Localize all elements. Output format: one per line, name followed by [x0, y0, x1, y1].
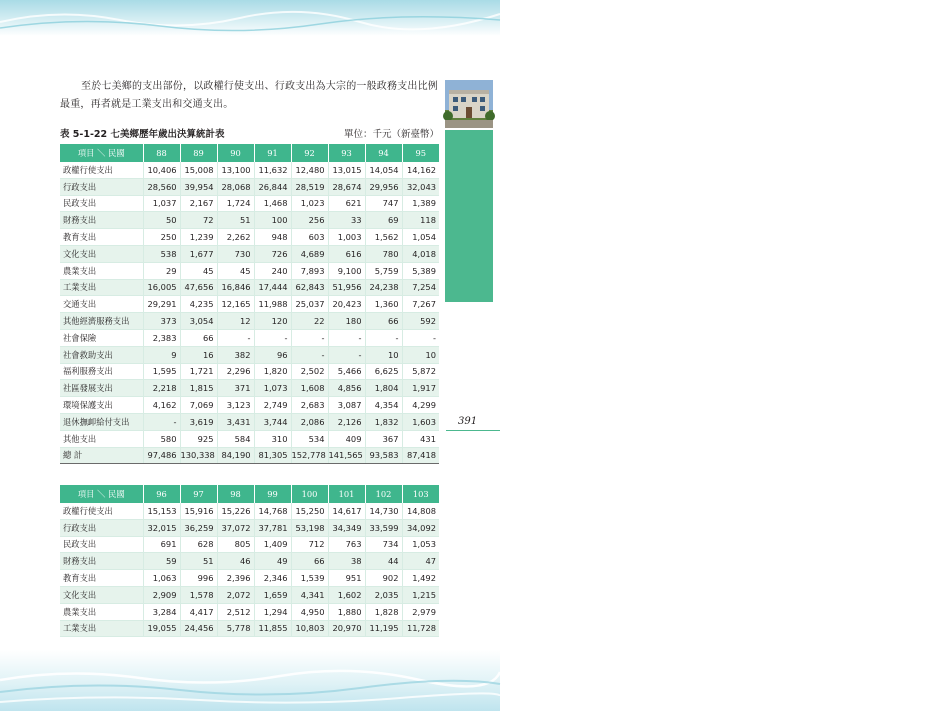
row-label-cell: 文化支出 [60, 586, 143, 603]
row-label-cell: 財務支出 [60, 212, 143, 229]
value-cell: 1,053 [402, 536, 439, 553]
table-row [60, 329, 439, 346]
table-row [60, 430, 439, 447]
table-row [60, 178, 439, 195]
intro-paragraph: 至於七美鄉的支出部份，以政權行使支出、行政支出為大宗的一般政務支出比例最重，再者就是工業支出和交通支出。 [60, 81, 438, 110]
table-row [60, 229, 439, 246]
value-cell: 15,250 [291, 503, 328, 519]
value-cell: 1,539 [291, 570, 328, 587]
table-row [60, 162, 439, 178]
row-label-cell: 其他經濟服務支出 [60, 313, 143, 330]
value-cell: 16,005 [143, 279, 180, 296]
top-wave-ornament [0, 0, 500, 36]
value-cell: - [328, 329, 365, 346]
expenditure-table-88-95 [60, 144, 439, 464]
value-cell: 1,063 [143, 570, 180, 587]
row-label-cell: 行政支出 [60, 178, 143, 195]
value-cell: 19,055 [143, 620, 180, 637]
value-cell: 66 [365, 313, 402, 330]
value-cell: 28,674 [328, 178, 365, 195]
value-cell: 2,086 [291, 413, 328, 430]
value-cell: 14,768 [254, 503, 291, 519]
row-label-cell: 社會救助支出 [60, 346, 143, 363]
value-cell: 902 [365, 570, 402, 587]
table-row [60, 413, 439, 430]
value-cell: 730 [217, 245, 254, 262]
year-header-cell: 91 [254, 144, 291, 162]
value-cell: 46 [217, 553, 254, 570]
value-cell: 11,988 [254, 296, 291, 313]
value-cell: 141,565 [328, 447, 365, 464]
table-row [60, 279, 439, 296]
value-cell: 36,259 [180, 519, 217, 536]
table-row [60, 447, 439, 464]
value-cell: 17,444 [254, 279, 291, 296]
year-header-cell: 97 [180, 485, 217, 503]
value-cell: 51 [217, 212, 254, 229]
value-cell: 14,162 [402, 162, 439, 178]
row-label-cell: 財務支出 [60, 553, 143, 570]
value-cell: 2,072 [217, 586, 254, 603]
value-cell: - [143, 413, 180, 430]
tab-wave-ornament [890, 330, 938, 360]
table-row [60, 296, 439, 313]
table-row [60, 380, 439, 397]
value-cell: 310 [254, 430, 291, 447]
value-cell: 256 [291, 212, 328, 229]
value-cell: 69 [365, 212, 402, 229]
value-cell: 51 [180, 553, 217, 570]
value-cell: 28,068 [217, 178, 254, 195]
value-cell: 7,893 [291, 262, 328, 279]
value-cell: 2,296 [217, 363, 254, 380]
header-label-cell: 項目 ＼ 民國 [60, 144, 143, 162]
value-cell: 3,284 [143, 603, 180, 620]
row-label-cell: 農業支出 [60, 262, 143, 279]
year-header-cell: 98 [217, 485, 254, 503]
value-cell: 2,346 [254, 570, 291, 587]
value-cell: 118 [402, 212, 439, 229]
value-cell: 1,239 [180, 229, 217, 246]
table-header-row [60, 485, 439, 503]
value-cell: 628 [180, 536, 217, 553]
value-cell: 712 [291, 536, 328, 553]
value-cell: 1,360 [365, 296, 402, 313]
value-cell: 29,291 [143, 296, 180, 313]
value-cell: 409 [328, 430, 365, 447]
value-cell: 240 [254, 262, 291, 279]
value-cell: 3,431 [217, 413, 254, 430]
value-cell: 1,054 [402, 229, 439, 246]
value-cell: 621 [328, 195, 365, 212]
value-cell: 4,162 [143, 397, 180, 414]
value-cell: 3,123 [217, 397, 254, 414]
value-cell: 1,677 [180, 245, 217, 262]
value-cell: 11,195 [365, 620, 402, 637]
row-label-cell: 工業支出 [60, 620, 143, 637]
value-cell: - [402, 329, 439, 346]
value-cell: 948 [254, 229, 291, 246]
value-cell: 45 [217, 262, 254, 279]
value-cell: 120 [254, 313, 291, 330]
value-cell: 1,603 [402, 413, 439, 430]
value-cell: 100 [254, 212, 291, 229]
table-row [60, 195, 439, 212]
table-row [60, 313, 439, 330]
value-cell: 3,054 [180, 313, 217, 330]
value-cell: 12 [217, 313, 254, 330]
value-cell: 367 [365, 430, 402, 447]
value-cell: 66 [291, 553, 328, 570]
value-cell: 1,073 [254, 380, 291, 397]
value-cell: - [328, 346, 365, 363]
value-cell: 34,349 [328, 519, 365, 536]
value-cell: - [291, 346, 328, 363]
value-cell: 691 [143, 536, 180, 553]
value-cell: 1,832 [365, 413, 402, 430]
row-label-cell: 民政支出 [60, 536, 143, 553]
value-cell: 87,418 [402, 447, 439, 464]
year-header-cell: 93 [328, 144, 365, 162]
value-cell: 93,583 [365, 447, 402, 464]
value-cell: 1,023 [291, 195, 328, 212]
value-cell: 50 [143, 212, 180, 229]
value-cell: 10 [402, 346, 439, 363]
row-label-cell: 福利服務支出 [60, 363, 143, 380]
value-cell: 1,389 [402, 195, 439, 212]
value-cell: 1,003 [328, 229, 365, 246]
page-number-rule [446, 430, 500, 431]
value-cell: 13,015 [328, 162, 365, 178]
value-cell: 2,396 [217, 570, 254, 587]
value-cell: 373 [143, 313, 180, 330]
value-cell: 5,389 [402, 262, 439, 279]
value-cell: 382 [217, 346, 254, 363]
value-cell: 4,689 [291, 245, 328, 262]
value-cell: 32,043 [402, 178, 439, 195]
value-cell: 1,037 [143, 195, 180, 212]
value-cell: 538 [143, 245, 180, 262]
value-cell: 22 [291, 313, 328, 330]
value-cell: 1,721 [180, 363, 217, 380]
value-cell: 130,338 [180, 447, 217, 464]
value-cell: 1,820 [254, 363, 291, 380]
value-cell: 15,226 [217, 503, 254, 519]
value-cell: 5,466 [328, 363, 365, 380]
value-cell: 3,087 [328, 397, 365, 414]
value-cell: 603 [291, 229, 328, 246]
value-cell: 1,659 [254, 586, 291, 603]
row-label-cell: 農業支出 [60, 603, 143, 620]
value-cell: 951 [328, 570, 365, 587]
table-caption [60, 126, 439, 140]
value-cell: - [291, 329, 328, 346]
table-row [60, 603, 439, 620]
value-cell: 1,294 [254, 603, 291, 620]
table-row [60, 570, 439, 587]
value-cell: 4,950 [291, 603, 328, 620]
bottom-wave-ornament [0, 650, 500, 711]
value-cell: 28,560 [143, 178, 180, 195]
value-cell: 59 [143, 553, 180, 570]
value-cell: 2,749 [254, 397, 291, 414]
value-cell: 97,486 [143, 447, 180, 464]
value-cell: 38 [328, 553, 365, 570]
value-cell: 2,512 [217, 603, 254, 620]
value-cell: 66 [180, 329, 217, 346]
value-cell: - [254, 329, 291, 346]
table-row [60, 397, 439, 414]
value-cell: 14,730 [365, 503, 402, 519]
value-cell: 371 [217, 380, 254, 397]
value-cell: 33 [328, 212, 365, 229]
value-cell: 431 [402, 430, 439, 447]
value-cell: 2,262 [217, 229, 254, 246]
table-row [60, 536, 439, 553]
table-row [60, 519, 439, 536]
year-header-cell: 92 [291, 144, 328, 162]
value-cell: 805 [217, 536, 254, 553]
year-header-cell: 101 [328, 485, 365, 503]
table-row [60, 212, 439, 229]
value-cell: 4,299 [402, 397, 439, 414]
value-cell: 616 [328, 245, 365, 262]
year-header-cell: 102 [365, 485, 402, 503]
value-cell: 4,354 [365, 397, 402, 414]
value-cell: 2,218 [143, 380, 180, 397]
table-row [60, 503, 439, 519]
row-label-cell: 工業支出 [60, 279, 143, 296]
value-cell: 12,480 [291, 162, 328, 178]
value-cell: 152,778 [291, 447, 328, 464]
value-cell: 24,456 [180, 620, 217, 637]
value-cell: 584 [217, 430, 254, 447]
value-cell: 25,037 [291, 296, 328, 313]
row-label-cell: 退休撫卹給付支出 [60, 413, 143, 430]
top-decorative-band [0, 0, 500, 36]
value-cell: 44 [365, 553, 402, 570]
header-label-cell: 項目 ＼ 民國 [60, 485, 143, 503]
value-cell: 7,254 [402, 279, 439, 296]
value-cell: 3,744 [254, 413, 291, 430]
table-row [60, 553, 439, 570]
value-cell: 51,956 [328, 279, 365, 296]
value-cell: 10 [365, 346, 402, 363]
value-cell: 11,632 [254, 162, 291, 178]
value-cell: 32,015 [143, 519, 180, 536]
value-cell: 16,846 [217, 279, 254, 296]
value-cell: 2,502 [291, 363, 328, 380]
row-label-cell: 交通支出 [60, 296, 143, 313]
value-cell: 10,803 [291, 620, 328, 637]
row-label-cell: 行政支出 [60, 519, 143, 536]
value-cell: 1,804 [365, 380, 402, 397]
value-cell: 996 [180, 570, 217, 587]
value-cell: 14,054 [365, 162, 402, 178]
chapter-tab [445, 130, 932, 380]
value-cell: 26,844 [254, 178, 291, 195]
value-cell: 9,100 [328, 262, 365, 279]
year-header-cell: 89 [180, 144, 217, 162]
value-cell: 5,872 [402, 363, 439, 380]
value-cell: 1,215 [402, 586, 439, 603]
value-cell: 763 [328, 536, 365, 553]
chapter-main-title: 伍、政治篇 [860, 270, 913, 300]
value-cell: 1,468 [254, 195, 291, 212]
value-cell: 580 [143, 430, 180, 447]
value-cell: 45 [180, 262, 217, 279]
table-row [60, 346, 439, 363]
value-cell: 47 [402, 553, 439, 570]
value-cell: 4,235 [180, 296, 217, 313]
value-cell: 1,828 [365, 603, 402, 620]
year-header-cell: 100 [291, 485, 328, 503]
value-cell: 1,602 [328, 586, 365, 603]
value-cell: 7,267 [402, 296, 439, 313]
value-cell: 15,008 [180, 162, 217, 178]
value-cell: 6,625 [365, 363, 402, 380]
value-cell: 39,954 [180, 178, 217, 195]
value-cell: 29,956 [365, 178, 402, 195]
value-cell: 2,126 [328, 413, 365, 430]
value-cell: 14,808 [402, 503, 439, 519]
value-cell: 1,578 [180, 586, 217, 603]
value-cell: 9 [143, 346, 180, 363]
value-cell: 81,305 [254, 447, 291, 464]
table-row [60, 262, 439, 279]
year-header-cell: 103 [402, 485, 439, 503]
value-cell: 15,916 [180, 503, 217, 519]
chapter-subtitle: 第一章 政制變革 [857, 370, 932, 380]
value-cell: 734 [365, 536, 402, 553]
value-cell: 250 [143, 229, 180, 246]
value-cell: 84,190 [217, 447, 254, 464]
page-number: 391 [458, 416, 478, 427]
table-row [60, 620, 439, 637]
year-header-cell: 90 [217, 144, 254, 162]
value-cell: 53,198 [291, 519, 328, 536]
value-cell: 1,815 [180, 380, 217, 397]
table-header-row [60, 144, 439, 162]
table-title: 表 5-1-22 七美鄉歷年歲出決算統計表 [60, 129, 225, 140]
value-cell: 747 [365, 195, 402, 212]
value-cell: - [217, 329, 254, 346]
year-header-cell: 88 [143, 144, 180, 162]
value-cell: 4,341 [291, 586, 328, 603]
value-cell: 29 [143, 262, 180, 279]
row-label-cell: 其他支出 [60, 430, 143, 447]
row-label-cell: 環境保護支出 [60, 397, 143, 414]
year-header-cell: 95 [402, 144, 439, 162]
value-cell: 37,781 [254, 519, 291, 536]
value-cell: 62,843 [291, 279, 328, 296]
value-cell: 2,909 [143, 586, 180, 603]
table-row [60, 245, 439, 262]
value-cell: 15,153 [143, 503, 180, 519]
value-cell: 534 [291, 430, 328, 447]
value-cell: 4,018 [402, 245, 439, 262]
value-cell: 1,409 [254, 536, 291, 553]
value-cell: 24,238 [365, 279, 402, 296]
value-cell: 33,599 [365, 519, 402, 536]
row-label-cell: 政權行使支出 [60, 503, 143, 519]
value-cell: 2,683 [291, 397, 328, 414]
value-cell: 28,519 [291, 178, 328, 195]
value-cell: 925 [180, 430, 217, 447]
year-header-cell: 99 [254, 485, 291, 503]
value-cell: 20,423 [328, 296, 365, 313]
value-cell: 4,417 [180, 603, 217, 620]
value-cell: 1,608 [291, 380, 328, 397]
value-cell: 12,165 [217, 296, 254, 313]
value-cell: 4,856 [328, 380, 365, 397]
table-row [60, 586, 439, 603]
value-cell: 726 [254, 245, 291, 262]
value-cell: 2,167 [180, 195, 217, 212]
year-header-cell: 96 [143, 485, 180, 503]
value-cell: 20,970 [328, 620, 365, 637]
row-label-cell: 教育支出 [60, 229, 143, 246]
building-image [445, 80, 493, 128]
value-cell: 11,728 [402, 620, 439, 637]
value-cell: 7,069 [180, 397, 217, 414]
year-header-cell: 94 [365, 144, 402, 162]
row-label-cell: 民政支出 [60, 195, 143, 212]
value-cell: 592 [402, 313, 439, 330]
value-cell: 2,035 [365, 586, 402, 603]
bottom-decorative-band [0, 650, 500, 711]
value-cell: 2,979 [402, 603, 439, 620]
expenditure-table-96-103 [60, 485, 439, 637]
row-label-cell: 教育支出 [60, 570, 143, 587]
value-cell: 34,092 [402, 519, 439, 536]
row-label-cell: 總 計 [60, 447, 143, 464]
township-office-photo [445, 80, 493, 128]
value-cell: 49 [254, 553, 291, 570]
row-label-cell: 政權行使支出 [60, 162, 143, 178]
value-cell: 5,759 [365, 262, 402, 279]
value-cell: 14,617 [328, 503, 365, 519]
table-unit: 單位：千元（新臺幣） [343, 129, 439, 140]
value-cell: 1,880 [328, 603, 365, 620]
value-cell: 180 [328, 313, 365, 330]
value-cell: 13,100 [217, 162, 254, 178]
table-row [60, 363, 439, 380]
value-cell: 2,383 [143, 329, 180, 346]
value-cell: 47,656 [180, 279, 217, 296]
value-cell: 72 [180, 212, 217, 229]
value-cell: 37,072 [217, 519, 254, 536]
intro-text [60, 78, 440, 114]
value-cell: 1,595 [143, 363, 180, 380]
row-label-cell: 社會保險 [60, 329, 143, 346]
value-cell: 1,724 [217, 195, 254, 212]
row-label-cell: 文化支出 [60, 245, 143, 262]
value-cell: 10,406 [143, 162, 180, 178]
value-cell: 780 [365, 245, 402, 262]
value-cell: 11,855 [254, 620, 291, 637]
value-cell: 16 [180, 346, 217, 363]
value-cell: - [365, 329, 402, 346]
row-label-cell: 社區發展支出 [60, 380, 143, 397]
value-cell: 3,619 [180, 413, 217, 430]
value-cell: 1,562 [365, 229, 402, 246]
value-cell: 1,492 [402, 570, 439, 587]
value-cell: 5,778 [217, 620, 254, 637]
value-cell: 96 [254, 346, 291, 363]
value-cell: 1,917 [402, 380, 439, 397]
